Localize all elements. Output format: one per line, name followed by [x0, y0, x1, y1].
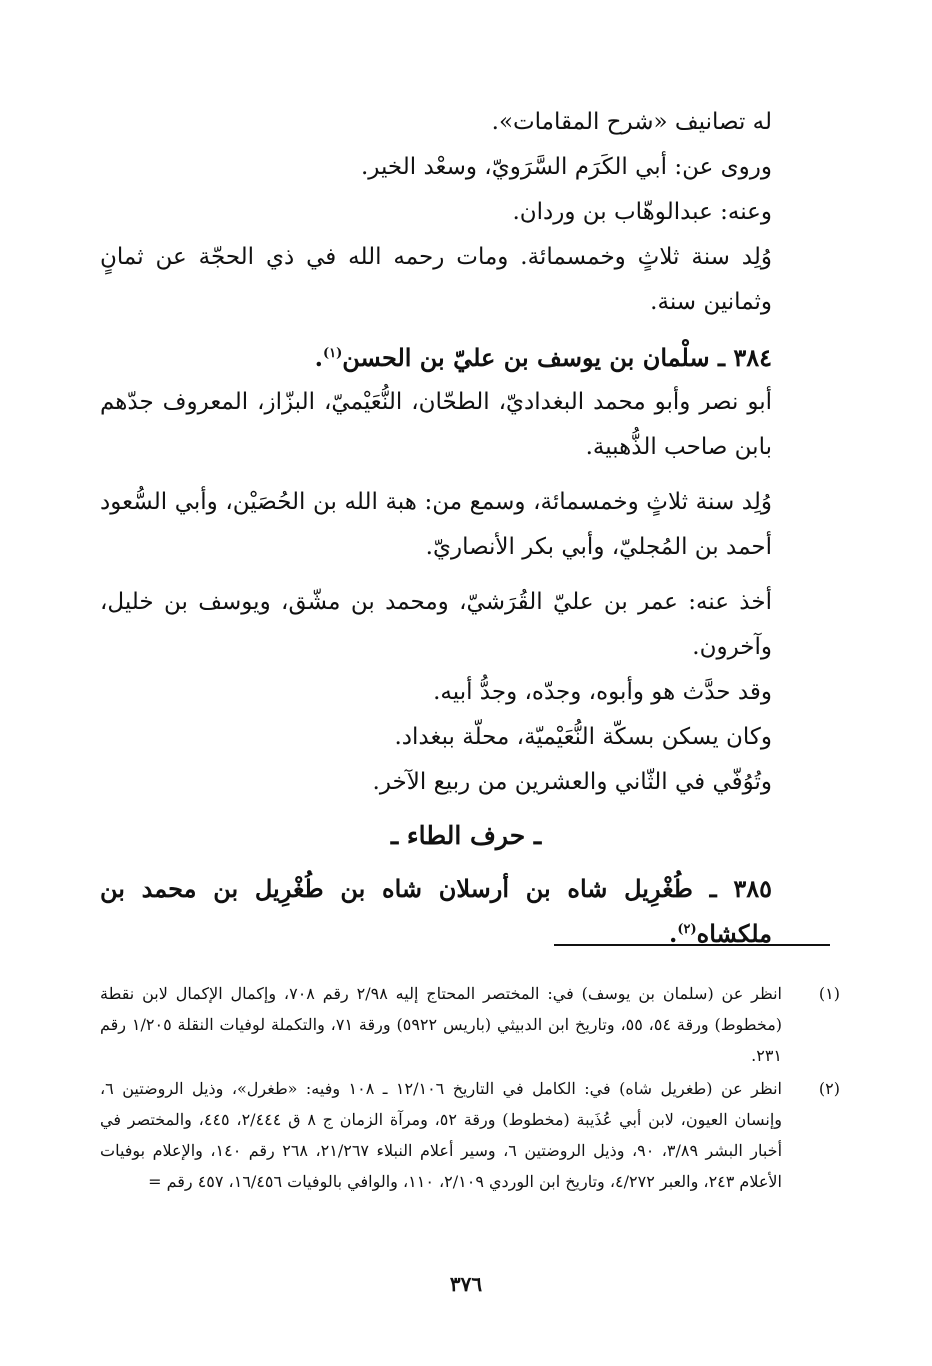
- entry-title-end: .: [314, 343, 323, 372]
- entry-title: ٣٨٥ ـ طُغْرِيل شاه بن أرسلان شاه بن طُغْرِيل بن محمد بن ملكشاه: [100, 874, 772, 948]
- footnote-text: انظر عن (طغريل شاه) في: الكامل في التاريخ ١٢/١٠٦ ـ ١٠٨ وفيه: «طغرل»، وذيل الروضتين ٦، وإنسان العيون، لابن أبي عُذَيبة (مخطوط) ورقة ٥٢، ومرآة الزمان ج ٨ ق ٢/٤٤٤، ٤٤٥، والمختصر في أخبار البشر ٣/٨٩، ٩٠، وذيل الروضتين ٦، وسير أعلام النبلاء ٢١/٢٦٧، ٢٦٨ رقم ١٤٠، والإعلام بوفيات الأعلام ٢٤٣، والعبر ٤/٢٧٢، وتاريخ ابن الوردي ٢/١٠٩، ١١٠، والوافي بالوفيات ١٦/٤٥٦، ٤٥٧ رقم =: [100, 1079, 783, 1191]
- text-line: له تصانيف «شرح المقامات».: [491, 109, 772, 135]
- entry-paragraph: أبو نصر وأبو محمد البغداديّ، الطحّان، النُّعَيْميّ، البزّاز، المعروف جدّهم بابن صاحب الذُّهبية.: [100, 389, 772, 460]
- footnote-divider: [554, 944, 830, 946]
- text-paragraph: وُلِد سنة ثلاثٍ وخمسمائة. ومات رحمه الله في ذي الحجّة عن ثمانٍ وثمانين سنة.: [100, 244, 772, 315]
- entry-title: ٣٨٤ ـ سلْمان بن يوسف بن عليّ بن الحسن: [342, 343, 772, 372]
- text-line: وروى عن: أبي الكَرَم السَّرَويّ، وسعْد الخير.: [360, 154, 772, 180]
- footnote-item: [100, 1073, 840, 1197]
- page-number: ٣٧٦: [449, 1272, 483, 1296]
- text-line: وعنه: عبدالوهّاب بن وردان.: [512, 199, 772, 225]
- footnote-number: (١): [818, 984, 840, 1003]
- section-heading: ـ حرف الطاء ـ: [390, 821, 542, 850]
- main-text: [100, 100, 832, 956]
- entry-paragraph: وُلِد سنة ثلاثٍ وخمسمائة، وسمع من: هبة الله بن الحُصَيْن، وأبي السُّعود أحمد بن المُجليّ، وأبي بكر الأنصاريّ.: [100, 489, 772, 560]
- entry-heading-384: [100, 335, 832, 380]
- footnote-marker: (٢): [677, 922, 697, 937]
- entry-heading-385: [100, 866, 832, 956]
- entry-paragraph: وكان يسكن بسكّة النُّعَيْميّة، محلّة ببغداد.: [394, 724, 772, 750]
- entry-paragraph: وتُوُفّي في الثّاني والعشرين من ربيع الآخر.: [372, 769, 772, 795]
- footnote-number: (٢): [818, 1079, 840, 1098]
- entry-title-end: .: [668, 919, 678, 948]
- entry-paragraph: أخذ عنه: عمر بن عليّ القُرَشيّ، ومحمد بن مشّق، ويوسف بن خليل، وآخرون.: [100, 589, 772, 660]
- entry-paragraph: وقد حدَّث هو وأبوه، وجدّه، وجدُّ أبيه.: [433, 679, 772, 705]
- footnote-text: انظر عن (سلمان بن يوسف) في: المختصر المحتاج إليه ٢/٩٨ رقم ٧٠٨، وإكمال الإكمال لابن نقطة (مخطوط) ورقة ٥٤، ٥٥، وتاريخ ابن الدبيثي (باريس ٥٩٢٢) ورقة ٧١، والتكملة لوفيات النقلة ١/٢٠٥ رقم ٢٣١.: [100, 984, 783, 1065]
- footnote-marker: (١): [322, 346, 343, 361]
- footnote-item: [100, 978, 840, 1071]
- footnotes: [100, 978, 840, 1199]
